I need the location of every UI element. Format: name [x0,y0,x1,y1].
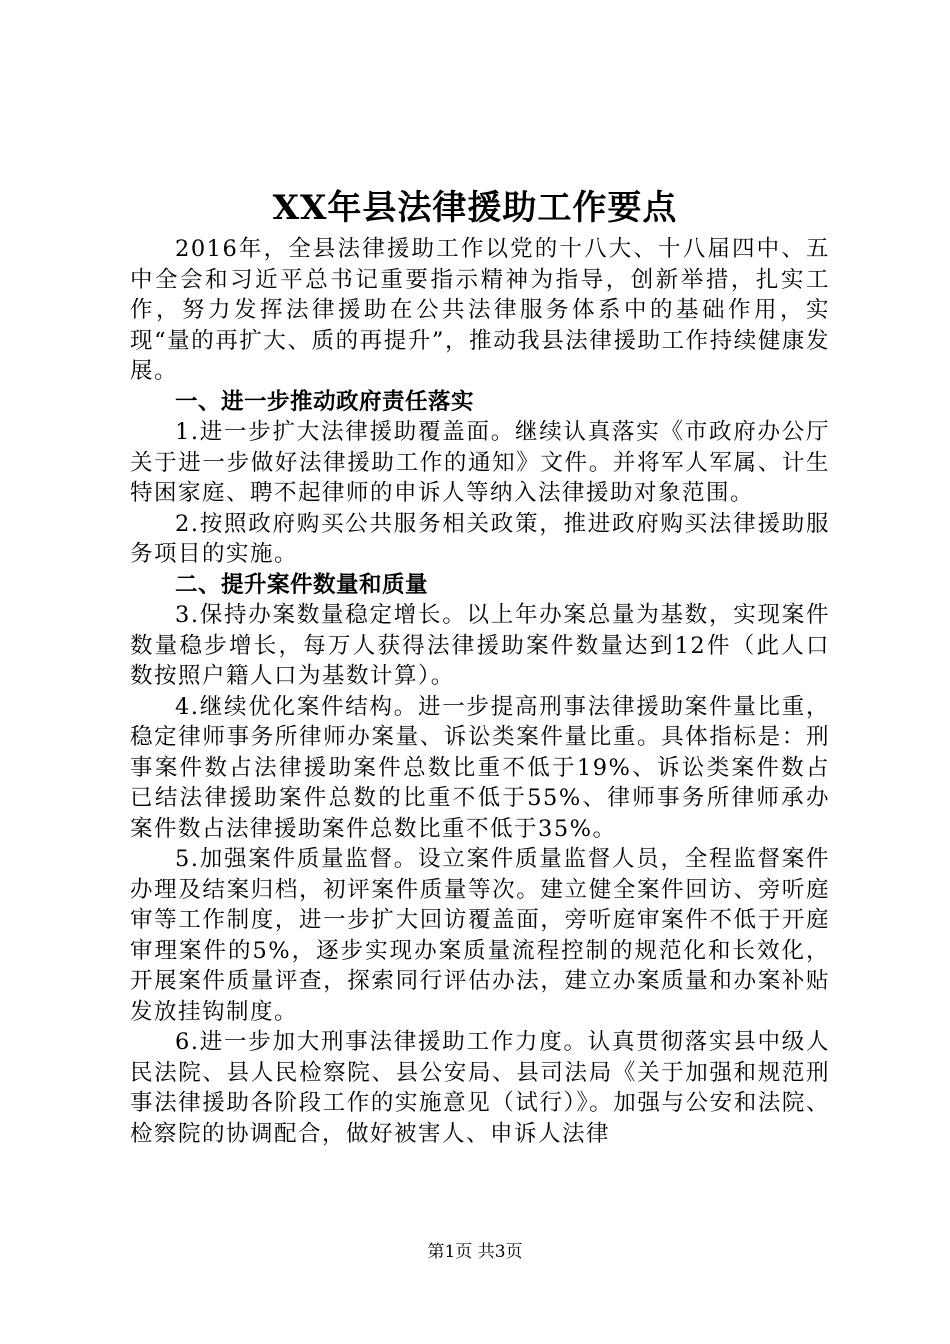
paragraph-item-2: 2.按照政府购买公共服务相关政策，推进政府购买法律援助服务项目的实施。 [130,510,830,567]
section-heading-2: 二、提升案件数量和质量 [175,571,429,598]
page-footer: 第1页 共3页 [427,1242,523,1262]
paragraph-item-3: 3.保持办案数量稳定增长。以上年办案总量为基数，实现案件数量稳步增长，每万人获得法律援助案件数量达到12件（此人口数按照户籍人口为基数计算）。 [130,602,830,689]
paragraph-item-4: 4.继续优化案件结构。进一步提高刑事法律援助案件量比重，稳定律师事务所律师办案量、诉讼类案件量比重。具体指标是：刑事案件数占法律援助案件总数比重不低于19%、诉讼类案件数占已结法律援助案件总数的比重不低于55%、律师事务所律师承办案件数占法律援助案件总数比重不低于35%。 [130,693,830,842]
section-heading-1: 一、进一步推动政府责任落实 [175,388,475,415]
paragraph-item-6: 6.进一步加大刑事法律援助工作力度。认真贯彻落实县中级人民法院、县人民检察院、县公安局、县司法局《关于加强和规范刑事法律援助各阶段工作的实施意见（试行）》。加强与公安和法院、检察院的协调配合，做好被害人、申诉人法律 [130,1029,830,1147]
document-body [130,234,830,1149]
document-title: XX年县法律援助工作要点 [272,188,678,228]
intro-paragraph: 2016年，全县法律援助工作以党的十八大、十八届四中、五中全会和习近平总书记重要指示精神为指导，创新举措，扎实工作，努力发挥法律援助在公共法律服务体系中的基础作用，实现“量的再扩大、质的再提升”，推动我县法律援助工作持续健康发展。 [130,236,830,384]
paragraph-item-5: 5.加强案件质量监督。设立案件质量监督人员，全程监督案件办理及结案归档，初评案件质量等次。建立健全案件回访、旁听庭审等工作制度，进一步扩大回访覆盖面，旁听庭审案件不低于开庭审理案件的5%，逐步实现办案质量流程控制的规范化和长效化，开展案件质量评查，探索同行评估办法，建立办案质量和办案补贴发放挂钩制度。 [130,846,830,1025]
paragraph-item-1: 1.进一步扩大法律援助覆盖面。继续认真落实《市政府办公厅关于进一步做好法律援助工作的通知》文件。并将军人军属、计生特困家庭、聘不起律师的申诉人等纳入法律援助对象范围。 [130,419,830,506]
